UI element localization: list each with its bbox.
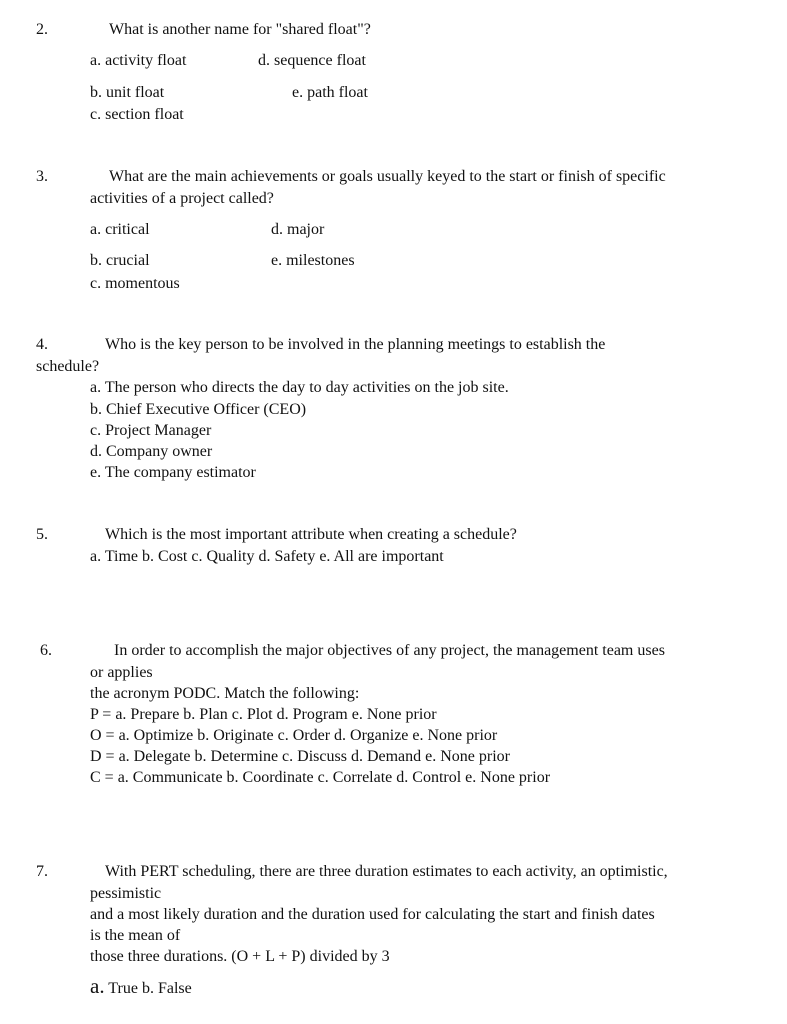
q4-option-a: a. The person who directs the day to day activities on the job site. — [90, 379, 509, 396]
q7-option-rest: True b. False — [108, 980, 192, 997]
q6-question-line3: the acronym PODC. Match the following: — [90, 685, 360, 702]
q2-option-a: a. activity float — [90, 52, 187, 69]
q2-option-b: b. unit float — [90, 84, 165, 101]
q6-question-line1: In order to accomplish the major objectives of any project, the management team uses — [114, 642, 665, 659]
q3-option-a: a. critical — [90, 221, 150, 238]
q4-option-c: c. Project Manager — [90, 422, 212, 439]
q4-question-line2: schedule? — [36, 358, 100, 375]
q3-option-e: e. milestones — [271, 252, 355, 269]
q2-option-e: e. path float — [292, 84, 368, 101]
q3-option-c: c. momentous — [90, 275, 180, 292]
q2-option-c: c. section float — [90, 106, 184, 123]
q4-question-line1: Who is the key person to be involved in the planning meetings to establish the — [105, 336, 606, 353]
q4-option-e: e. The company estimator — [90, 464, 256, 481]
q7-number: 7. — [36, 863, 48, 880]
q7-question-line5: those three durations. (O + L + P) divided by 3 — [90, 948, 390, 965]
q3-option-b: b. crucial — [90, 252, 150, 269]
q3-question-line2: activities of a project called? — [90, 190, 274, 207]
q5-question: Which is the most important attribute when creating a schedule? — [105, 526, 517, 543]
q2-number: 2. — [36, 21, 48, 38]
q7-question-line1: With PERT scheduling, there are three duration estimates to each activity, an optimistic, — [105, 863, 668, 880]
q2-option-d: d. sequence float — [258, 52, 366, 69]
q5-number: 5. — [36, 526, 48, 543]
q3-option-d: d. major — [271, 221, 325, 238]
q3-question-line1: What are the main achievements or goals usually keyed to the start or finish of specific — [109, 168, 666, 185]
q7-question-line4: is the mean of — [90, 927, 181, 944]
q7-options — [90, 976, 192, 999]
q6-match-c: C = a. Communicate b. Coordinate c. Correlate d. Control e. None prior — [90, 769, 551, 786]
q3-number: 3. — [36, 168, 48, 185]
q6-number: 6. — [40, 642, 52, 659]
q7-question-line2: pessimistic — [90, 885, 162, 902]
q4-number: 4. — [36, 336, 48, 353]
q4-option-d: d. Company owner — [90, 443, 213, 460]
q4-option-b: b. Chief Executive Officer (CEO) — [90, 401, 307, 418]
q5-options: a. Time b. Cost c. Quality d. Safety e. All are important — [90, 548, 444, 565]
q6-match-o: O = a. Optimize b. Originate c. Order d. Organize e. None prior — [90, 727, 498, 744]
q2-question: What is another name for "shared float"? — [109, 21, 371, 38]
q6-match-p: P = a. Prepare b. Plan c. Plot d. Program e. None prior — [90, 706, 437, 723]
q7-option-a-label: a. — [90, 974, 105, 998]
q6-question-line2: or applies — [90, 664, 153, 681]
q6-match-d: D = a. Delegate b. Determine c. Discuss d. Demand e. None prior — [90, 748, 510, 765]
q7-question-line3: and a most likely duration and the duration used for calculating the start and finish dates — [90, 906, 655, 923]
